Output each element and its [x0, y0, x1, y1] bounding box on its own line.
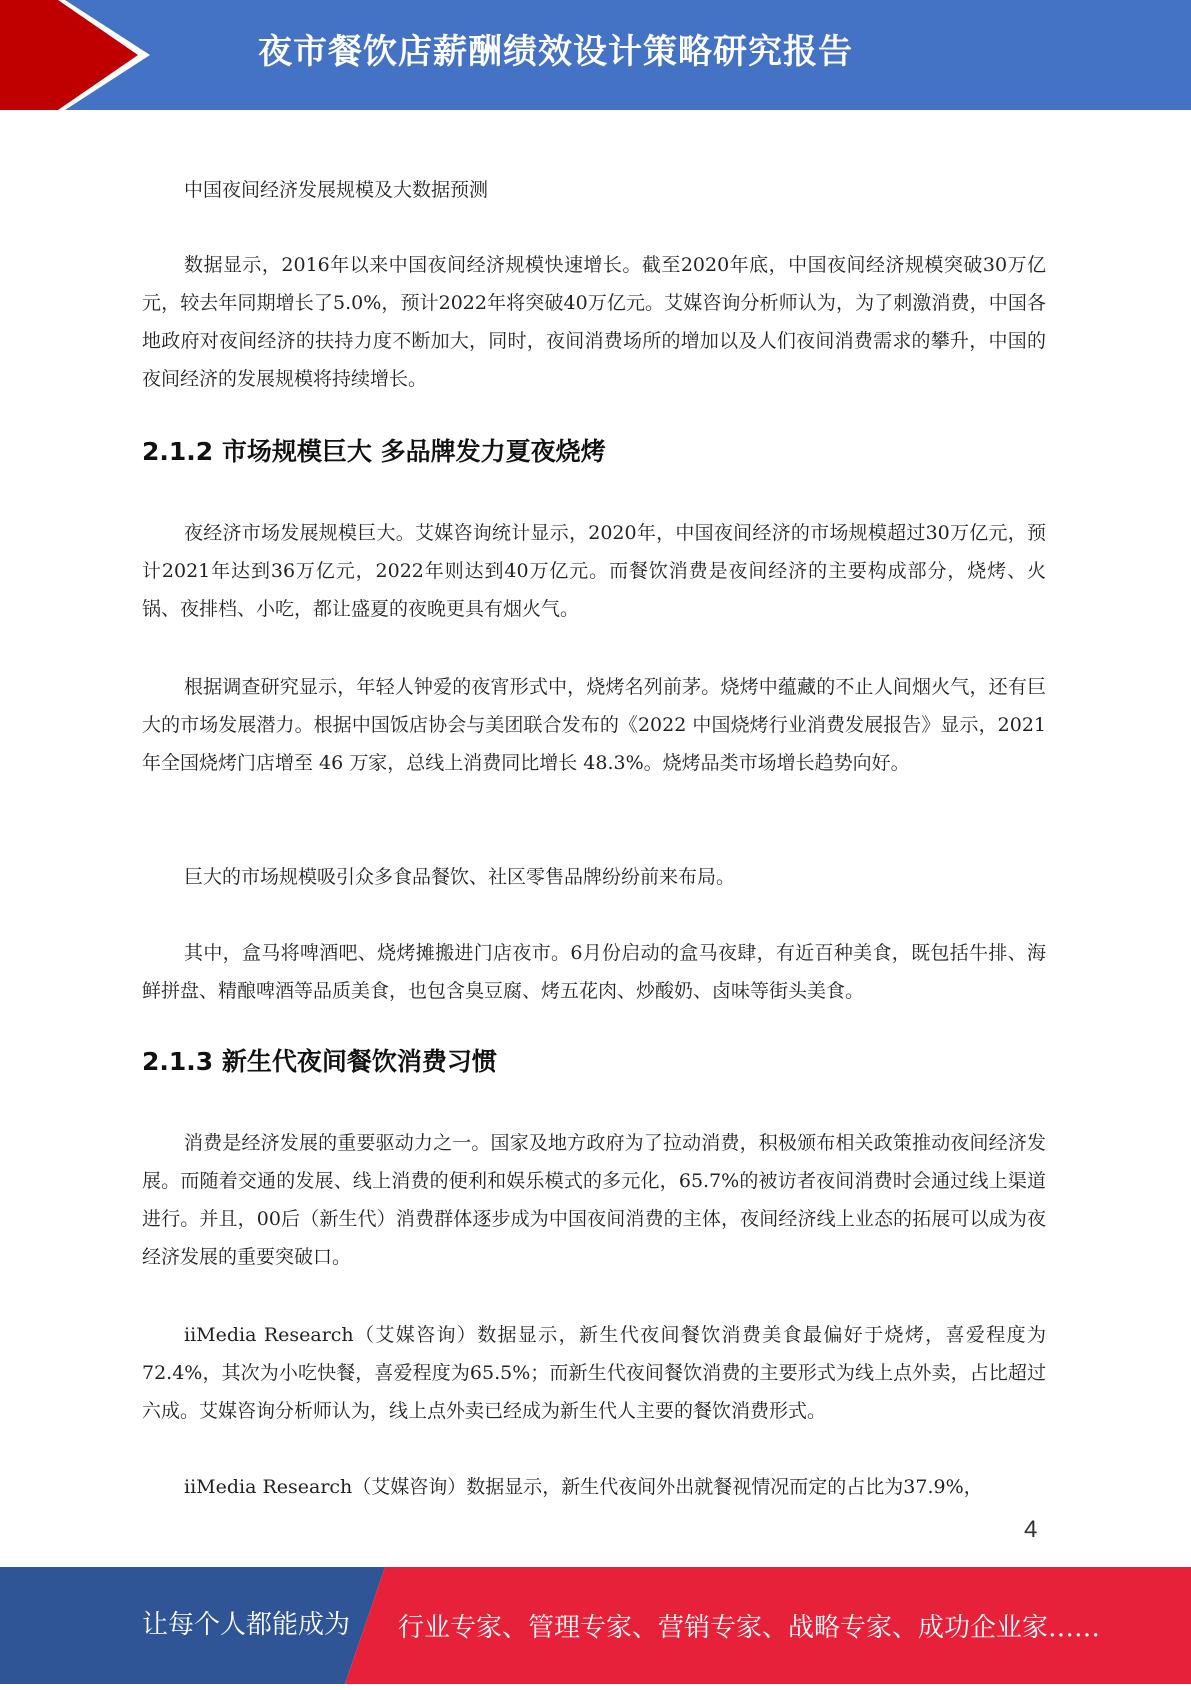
page-footer — [0, 1567, 1191, 1684]
paragraph-iimedia-preferences: iiMedia Research（艾媒咨询）数据显示，新生代夜间餐饮消费美食最偏好于烧烤，喜爱程度为72.4%，其次为小吃快餐，喜爱程度为65.5%；而新生代夜间餐饮消费的主要形式为线上点外卖，占比超过六成。艾媒咨询分析师认为，线上点外卖已经成为新生代人主要的餐饮消费形式。 — [142, 1324, 1046, 1422]
page-header — [0, 0, 1191, 110]
paragraph-market-size: 夜经济市场发展规模巨大。艾媒咨询统计显示，2020年，中国夜间经济的市场规模超过30万亿元，预计2021年达到36万亿元，2022年则达到40万亿元。而餐饮消费是夜间经济的主要构成部分，烧烤、火锅、夜排档、小吃，都让盛夏的夜晚更具有烟火气。 — [142, 522, 1046, 620]
paragraph-brands-layout: 巨大的市场规模吸引众多食品餐饮、社区零售品牌纷纷前来布局。 — [184, 866, 736, 888]
section-heading-2-1-3: 2.1.3 新生代夜间餐饮消费习惯 — [142, 1047, 497, 1076]
footer-slogan-left: 让每个人都能成为 — [142, 1610, 351, 1640]
paragraph-consumption-driver: 消费是经济发展的重要驱动力之一。国家及地方政府为了拉动消费，积极颁布相关政策推动夜间经济发展。而随着交通的发展、线上消费的便利和娱乐模式的多元化，65.7%的被访者夜间消费时会通过线上渠道进行。并且，00后（新生代）消费群体逐步成为中国夜间消费的主体，夜间经济线上业态的拓展可以成为夜经济发展的重要突破口。 — [142, 1132, 1046, 1268]
paragraph-intro-heading: 中国夜间经济发展规模及大数据预测 — [184, 179, 489, 201]
paragraph-night-economy-scale: 数据显示，2016年以来中国夜间经济规模快速增长。截至2020年底，中国夜间经济规模突破30万亿元，较去年同期增长了5.0%，预计2022年将突破40万亿元。艾媒咨询分析师认为，为了刺激消费，中国各地政府对夜间经济的扶持力度不断加大，同时，夜间消费场所的增加以及人们夜间消费需求的攀升，中国的夜间经济的发展规模将持续增长。 — [142, 254, 1046, 390]
paragraph-hema-night-market: 其中，盒马将啤酒吧、烧烤摊搬进门店夜市。6月份启动的盒马夜肆，有近百种美食，既包括牛排、海鲜拼盘、精酿啤酒等品质美食，也包含臭豆腐、烤五花肉、炒酸奶、卤味等街头美食。 — [142, 942, 1046, 1002]
footer-slogan-right: 行业专家、管理专家、营销专家、战略专家、成功企业家…… — [398, 1613, 1101, 1643]
paragraph-bbq-report: 根据调查研究显示，年轻人钟爱的夜宵形式中，烧烤名列前茅。烧烤中蕴藏的不止人间烟火气，还有巨大的市场发展潜力。根据中国饭店协会与美团联合发布的《2022 中国烧烤行业消费发展报告》显示，2021 年全国烧烤门店增至 46 万家，总线上消费同比增长 48.3%。烧烤品类市场增长趋势向好。 — [142, 676, 1046, 774]
paragraph-iimedia-dining-out: iiMedia Research（艾媒咨询）数据显示，新生代夜间外出就餐视情况而定的占比为37.9%， — [184, 1476, 983, 1498]
document-title: 夜市餐饮店薪酬绩效设计策略研究报告 — [258, 32, 853, 72]
page-number: 4 — [1024, 1516, 1038, 1543]
header-chevron-decoration — [0, 0, 160, 110]
section-heading-2-1-2: 2.1.2 市场规模巨大 多品牌发力夏夜烧烤 — [142, 437, 606, 466]
